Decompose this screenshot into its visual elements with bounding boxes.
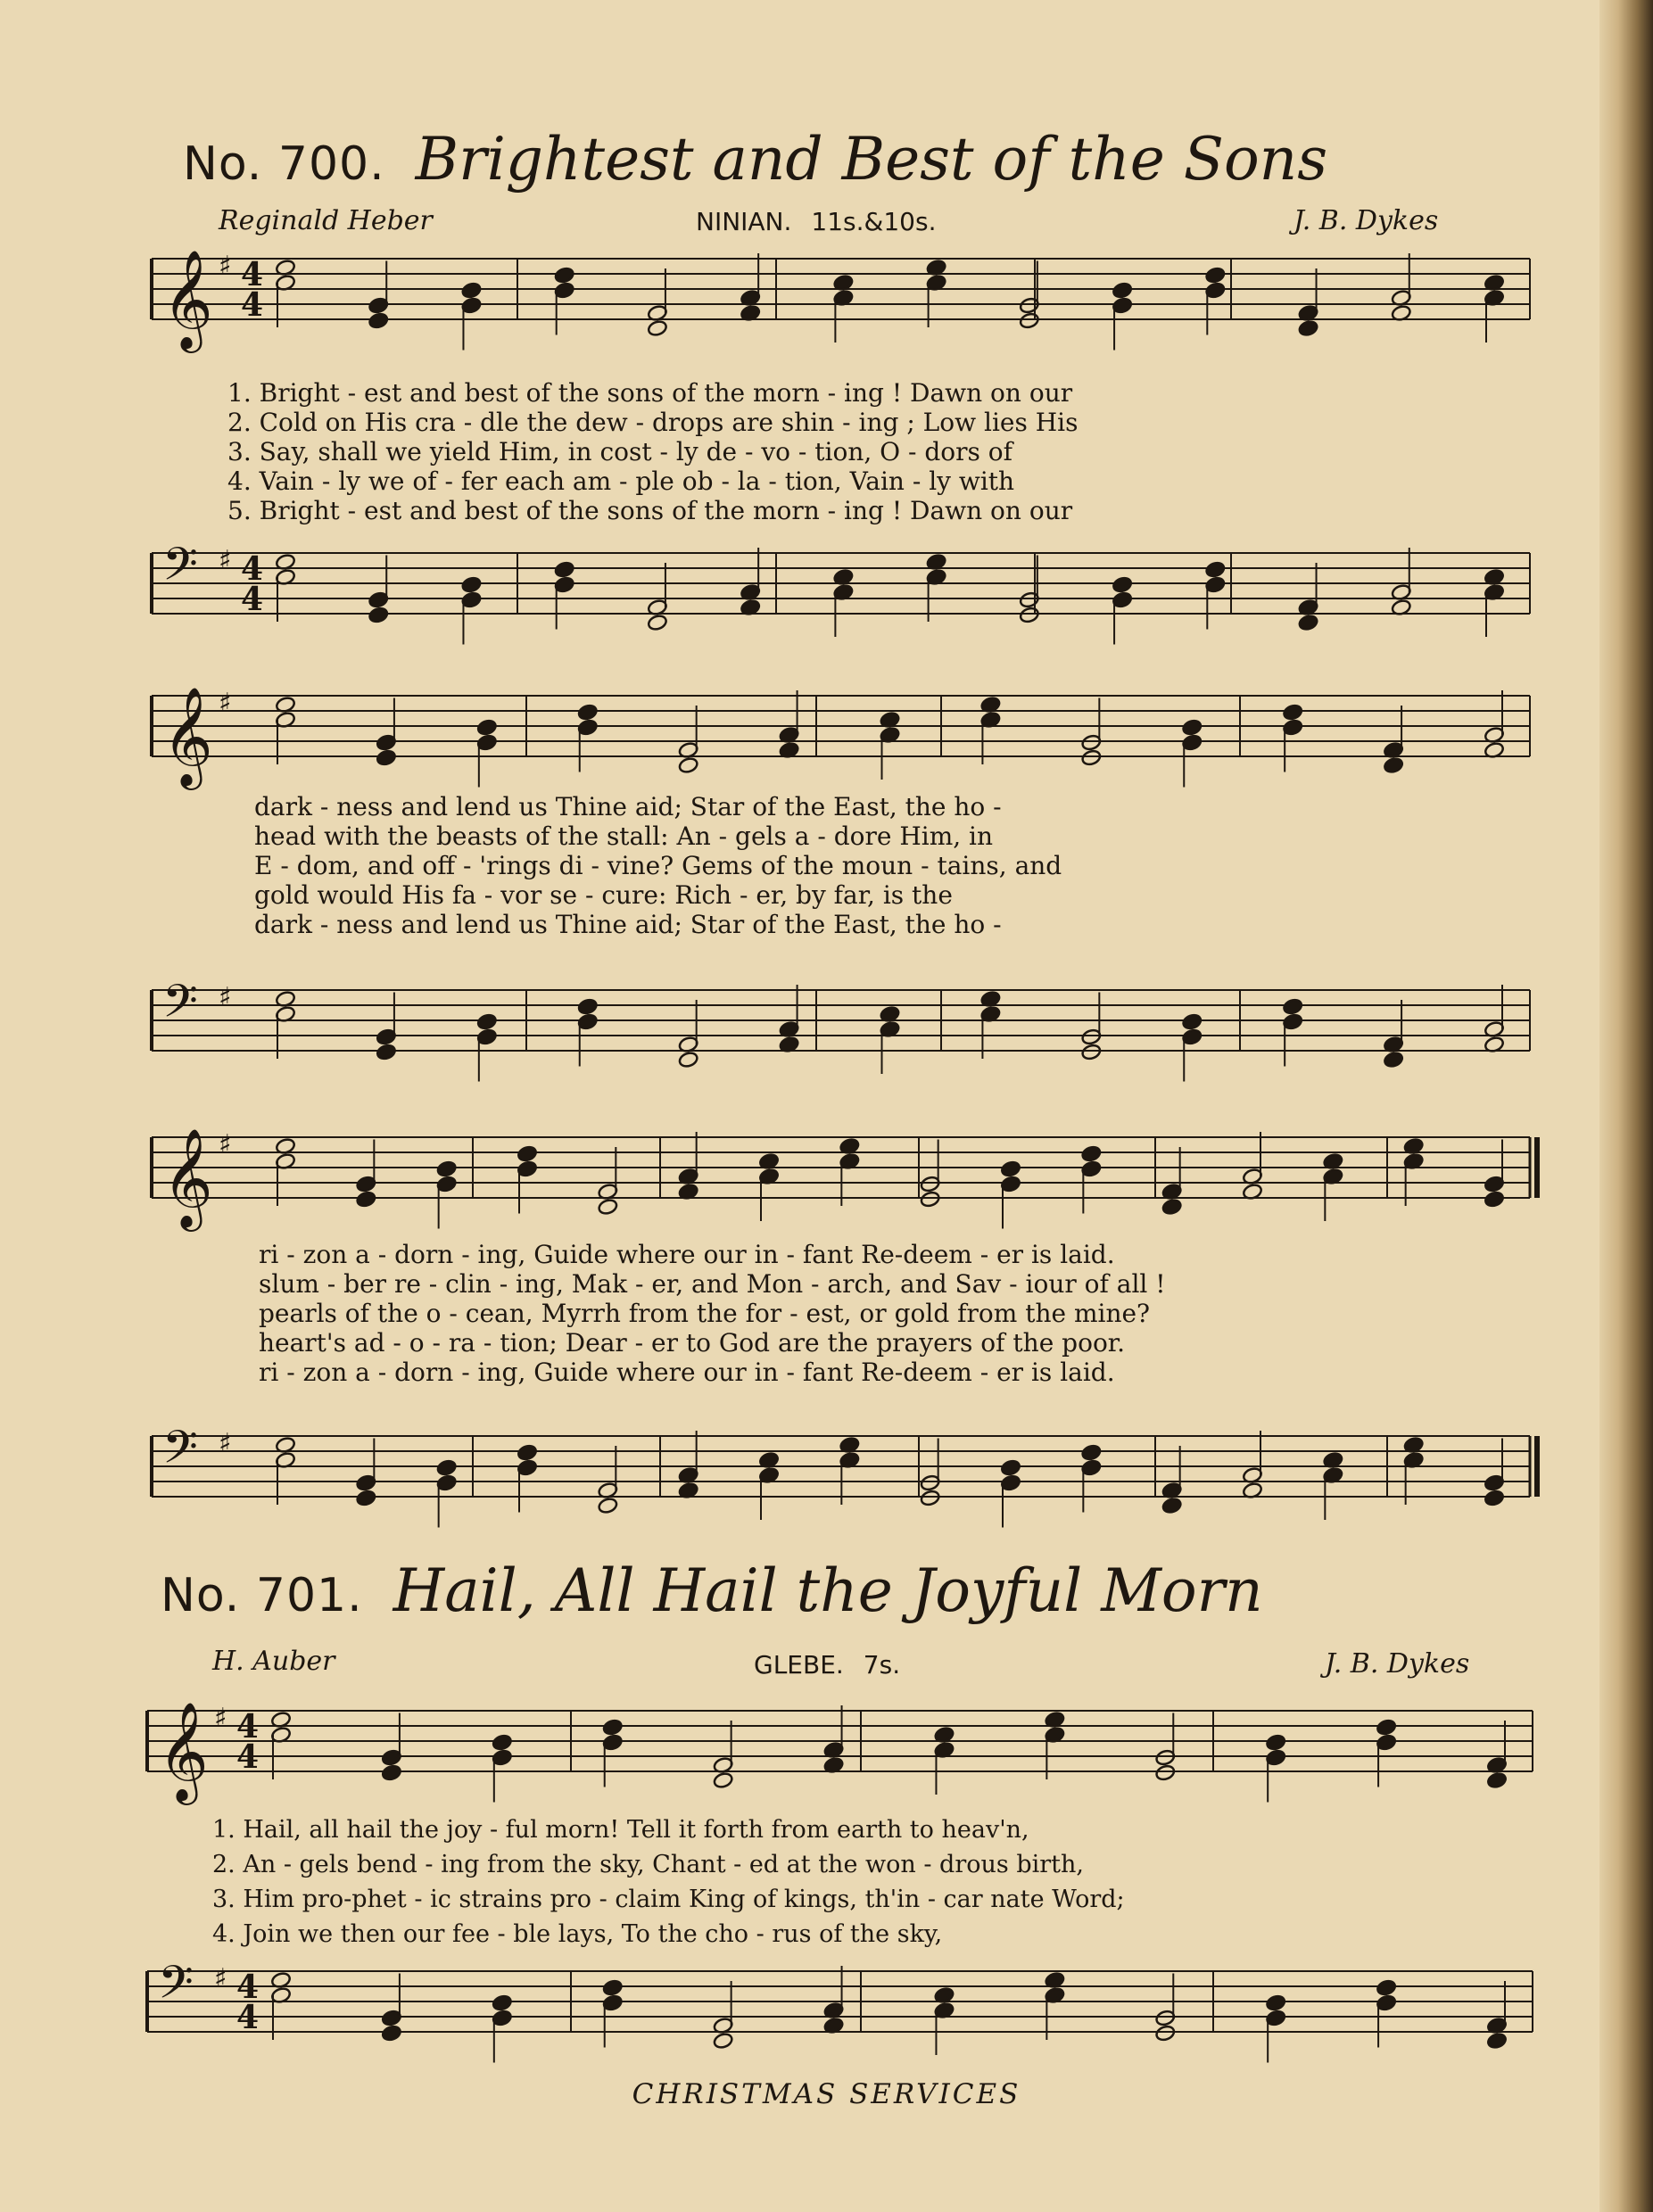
note-head [920,1490,941,1507]
note-head [1081,1444,1103,1462]
note-head [476,719,498,737]
verse-line-2: head with the beasts of the stall: An - gels a - dore Him, in [254,821,994,851]
section-footer: CHRISTMAS SERVICES [632,2078,1021,2110]
note-head [1112,282,1133,300]
tune-title: GLEBE. [754,1650,844,1680]
note-head [1019,607,1040,624]
key-signature-sharp-icon: ♯ [219,982,232,1013]
verse-line-3: 3. Him pro-phet - ic strains pro - claim King of kings, th'in - car nate Word; [212,1886,1125,1913]
note-head [1181,719,1203,737]
verse-line-2: 2. Cold on His cra - dle the dew - drops are shin - ing ; Low lies His [227,408,1079,437]
hymn-700-system-1-bass-staff [0,526,1561,633]
note-head [713,2032,734,2050]
note-head [1383,756,1404,774]
hymn-number: No. 701. [161,1569,363,1622]
note-head [1081,1145,1103,1163]
bass-clef-icon: 𝄢 [162,537,198,602]
note-head [554,267,575,285]
tune-meter: 7s. [863,1650,901,1680]
note-head [602,1979,624,1997]
note-head [1161,1497,1183,1515]
hymn-title: Brightest and Best of the Sons [415,125,1328,194]
note-head [1298,614,1319,631]
verse-line-3: pearls of the o - cean, Myrrh from the for - est, or gold from the mine? [259,1299,1151,1328]
note-head [1081,1044,1103,1061]
author-credit: Reginald Heber [219,205,433,236]
note-head [1486,2032,1508,2050]
bass-clef-icon: 𝄢 [158,1955,194,2020]
note-head [1486,1771,1508,1789]
verse-line-1: ri - zon a - dorn - ing, Guide where our in - fant Re-deem - er is laid. [259,1240,1115,1269]
treble-clef-icon: 𝄞 [158,1701,209,1801]
composer-credit: J. B. Dykes [1325,1648,1470,1680]
tune-meter: 11s.&10s. [811,207,937,236]
note-head [647,614,668,631]
note-head [1205,561,1227,579]
verse-line-2: slum - ber re - clin - ing, Mak - er, and Mon - arch, and Sav - iour of all ! [259,1269,1166,1299]
note-head [647,319,668,337]
verse-line-5: dark - ness and lend us Thine aid; Star of the East, the ho - [254,910,1002,939]
key-signature-sharp-icon: ♯ [219,1428,232,1459]
bass-clef-icon: 𝄢 [162,974,198,1039]
note-head [376,1044,397,1061]
hymn-700-system-2-lyrics [254,792,1062,939]
note-head [678,1051,699,1069]
note-head [1383,1051,1404,1069]
note-head [598,1497,619,1515]
page-edge-shadow [1599,0,1653,2212]
author-credit: H. Auber [212,1646,335,1677]
hymn-701-system-1-treble-staff [0,1695,1561,1811]
note-head [461,282,483,300]
note-head [1161,1198,1183,1216]
note-head [381,1764,402,1782]
hymn-700-system-1-lyrics [227,378,1078,525]
verse-line-3: 3. Say, shall we yield Him, in cost - ly de - vo - tion, O - dors of [227,437,1013,466]
note-head [436,1160,458,1178]
note-head [356,1191,377,1209]
note-head [436,1459,458,1477]
verse-line-1: dark - ness and lend us Thine aid; Star of the East, the ho - [254,792,1002,821]
note-head [1000,1160,1021,1178]
hymn-701-system-1-bass-staff [0,1944,1561,2051]
treble-clef-icon: 𝄞 [162,686,213,786]
note-head [1282,704,1303,722]
note-head [492,1994,513,2012]
note-head [1376,1719,1397,1737]
note-head [492,1734,513,1752]
note-head [381,2025,402,2043]
treble-clef-icon: 𝄞 [162,1127,213,1227]
note-head [1282,998,1303,1016]
note-head [368,607,389,624]
time-signature-digit: 4 [241,550,264,588]
note-head [1205,267,1227,285]
note-head [1154,1764,1176,1782]
time-signature-digit: 4 [241,581,264,618]
note-head [368,312,389,330]
hymn-title: Hail, All Hail the Joyful Morn [393,1556,1263,1625]
note-head [517,1444,538,1462]
hymn-701-heading [161,1556,1263,1625]
hymn-700-system-2-bass-staff [0,963,1561,1070]
time-signature-digit: 4 [236,1738,260,1776]
verse-line-4: 4. Join we then our fee - ble lays, To the cho - rus of the sky, [212,1920,943,1948]
tune-name [696,207,936,236]
note-head [678,756,699,774]
note-head [577,704,599,722]
hymn-700-system-1-treble-staff [0,250,1561,366]
key-signature-sharp-icon: ♯ [219,251,232,282]
note-head [1265,1734,1286,1752]
tune-title: NINIAN. [696,207,792,236]
note-head [376,749,397,767]
hymn-number: No. 700. [183,137,385,191]
verse-line-3: E - dom, and off - 'rings di - vine? Gems of the moun - tains, and [254,851,1062,880]
key-signature-sharp-icon: ♯ [219,545,232,576]
note-head [554,561,575,579]
note-head [1019,312,1040,330]
note-head [602,1719,624,1737]
treble-clef-icon: 𝄞 [162,249,213,349]
note-head [476,1013,498,1031]
verse-line-2: 2. An - gels bend - ing from the sky, Chant - ed at the won - drous birth, [212,1851,1084,1878]
verse-line-4: gold would His fa - vor se - cure: Rich - er, by far, is the [254,880,953,910]
note-head [517,1145,538,1163]
note-head [920,1191,941,1209]
verse-line-4: heart's ad - o - ra - tion; Dear - er to God are the prayers of the poor. [259,1328,1126,1358]
verse-line-1: 1. Bright - est and best of the sons of the morn - ing ! Dawn on our [227,378,1073,408]
note-head [1000,1459,1021,1477]
bass-clef-icon: 𝄢 [162,1420,198,1485]
time-signature-digit: 4 [236,1969,260,2006]
verse-line-5: 5. Bright - est and best of the sons of the morn - ing ! Dawn on our [227,496,1073,525]
note-head [356,1490,377,1507]
note-head [1484,1490,1505,1507]
note-head [1112,576,1133,594]
hymn-700-heading [183,125,1327,194]
note-head [1265,1994,1286,2012]
hymn-701-system-1-lyrics [212,1812,1125,1952]
note-head [1298,319,1319,337]
tune-name [754,1650,900,1680]
key-signature-sharp-icon: ♯ [214,1703,227,1734]
hymn-700-system-3-bass-staff [0,1409,1561,1516]
verse-line-4: 4. Vain - ly we of - fer each am - ple ob - la - tion, Vain - ly with [227,466,1015,496]
note-head [713,1771,734,1789]
hymn-700-system-2-treble-staff [0,687,1561,803]
note-head [1154,2025,1176,2043]
note-head [598,1198,619,1216]
note-head [1376,1979,1397,1997]
key-signature-sharp-icon: ♯ [219,1129,232,1160]
note-head [1181,1013,1203,1031]
verse-line-1: 1. Hail, all hail the joy - ful morn! Tell it forth from earth to heav'n, [212,1816,1029,1844]
time-signature-digit: 4 [236,1708,260,1746]
verse-line-5: ri - zon a - dorn - ing, Guide where our in - fant Re-deem - er is laid. [259,1358,1115,1387]
note-head [1484,1191,1505,1209]
time-signature-digit: 4 [236,1999,260,2036]
time-signature-digit: 4 [241,256,264,293]
key-signature-sharp-icon: ♯ [214,1963,227,1994]
hymn-700-system-3-lyrics [259,1240,1166,1387]
hymn-700-system-3-treble-staff [0,1128,1561,1244]
key-signature-sharp-icon: ♯ [219,688,232,719]
note-head [1081,749,1103,767]
note-head [461,576,483,594]
composer-credit: J. B. Dykes [1293,205,1439,236]
time-signature-digit: 4 [241,286,264,324]
note-head [577,998,599,1016]
